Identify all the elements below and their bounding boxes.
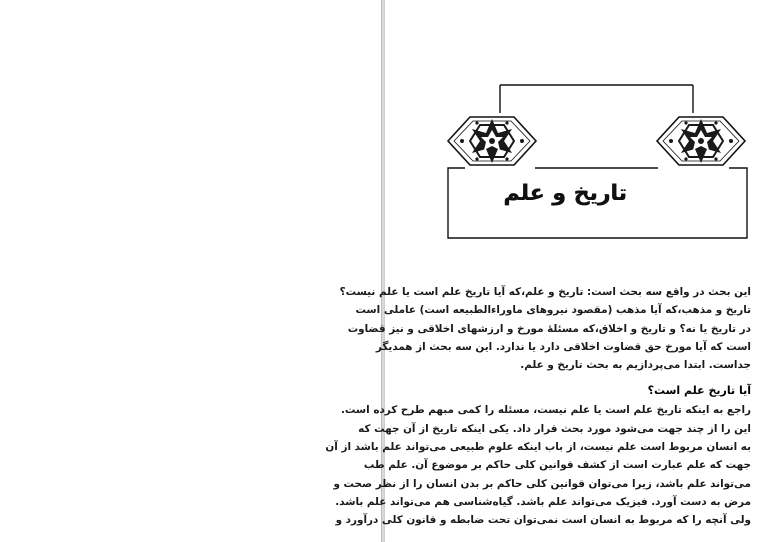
paragraph-1 — [339, 283, 751, 374]
text-line: جهت که علم عبارت است از کشف قوانین کلی حاکم بر موضوع آن. علم طب — [363, 459, 751, 472]
text-line: این بحث در واقع سه بحث است: تاریخ و علم،که آیا تاریخ علم است یا علم نیست؟ — [339, 286, 751, 298]
ornament-right-icon — [657, 117, 745, 165]
ornament-left-icon — [448, 117, 536, 165]
text-line: می‌تواند علم باشد، زیرا می‌توان قوانین کلی حاکم بر بدن انسان را از نظر صحت و — [333, 477, 751, 490]
section-heading: آیا تاریخ علم است؟ — [647, 384, 751, 398]
text-line: ولی آنچه را که مربوط به انسان است نمی‌توان تحت ضابطه و قانون کلی درآورد و — [335, 514, 751, 527]
text-line: راجع به اینکه تاریخ علم است یا علم نیست، مسئله را کمی مبهم طرح کرده است. — [340, 404, 751, 417]
text-line: به انسان مربوط است علم نیست، از باب اینکه علوم طبیعی می‌تواند علم باشد از آن — [325, 441, 751, 454]
text-line: تاریخ و مذهب،که آیا مذهب (مقصود نیروهای ماوراءالطبیعه است) عاملی است — [355, 304, 751, 317]
text-line: مرض به دست آورد. فیزیک می‌تواند علم باشد. گیاه‌شناسی هم می‌تواند علم باشد. — [335, 495, 751, 508]
body-text — [325, 283, 751, 530]
left-page-blank — [0, 0, 381, 542]
chapter-header-frame — [385, 0, 768, 260]
text-line: این را از چند جهت می‌شود مورد بحث قرار داد. یکی اینکه تاریخ از آن جهت که — [358, 422, 751, 435]
text-line: در تاریخ یا نه؟ و تاریخ و اخلاق،که مسئلهٔ مورخ و ارزشهای اخلاقی و نیز قضاوت — [347, 322, 751, 335]
chapter-title: تاریخ و علم — [503, 181, 627, 206]
paragraph-2 — [325, 401, 751, 529]
text-line: جداست. ابتدا می‌پردازیم به بحث تاریخ و علم. — [520, 359, 751, 372]
text-line: است که آیا مورخ حق قضاوت اخلاقی دارد یا ندارد. این سه بحث از همدیگر — [375, 340, 751, 353]
